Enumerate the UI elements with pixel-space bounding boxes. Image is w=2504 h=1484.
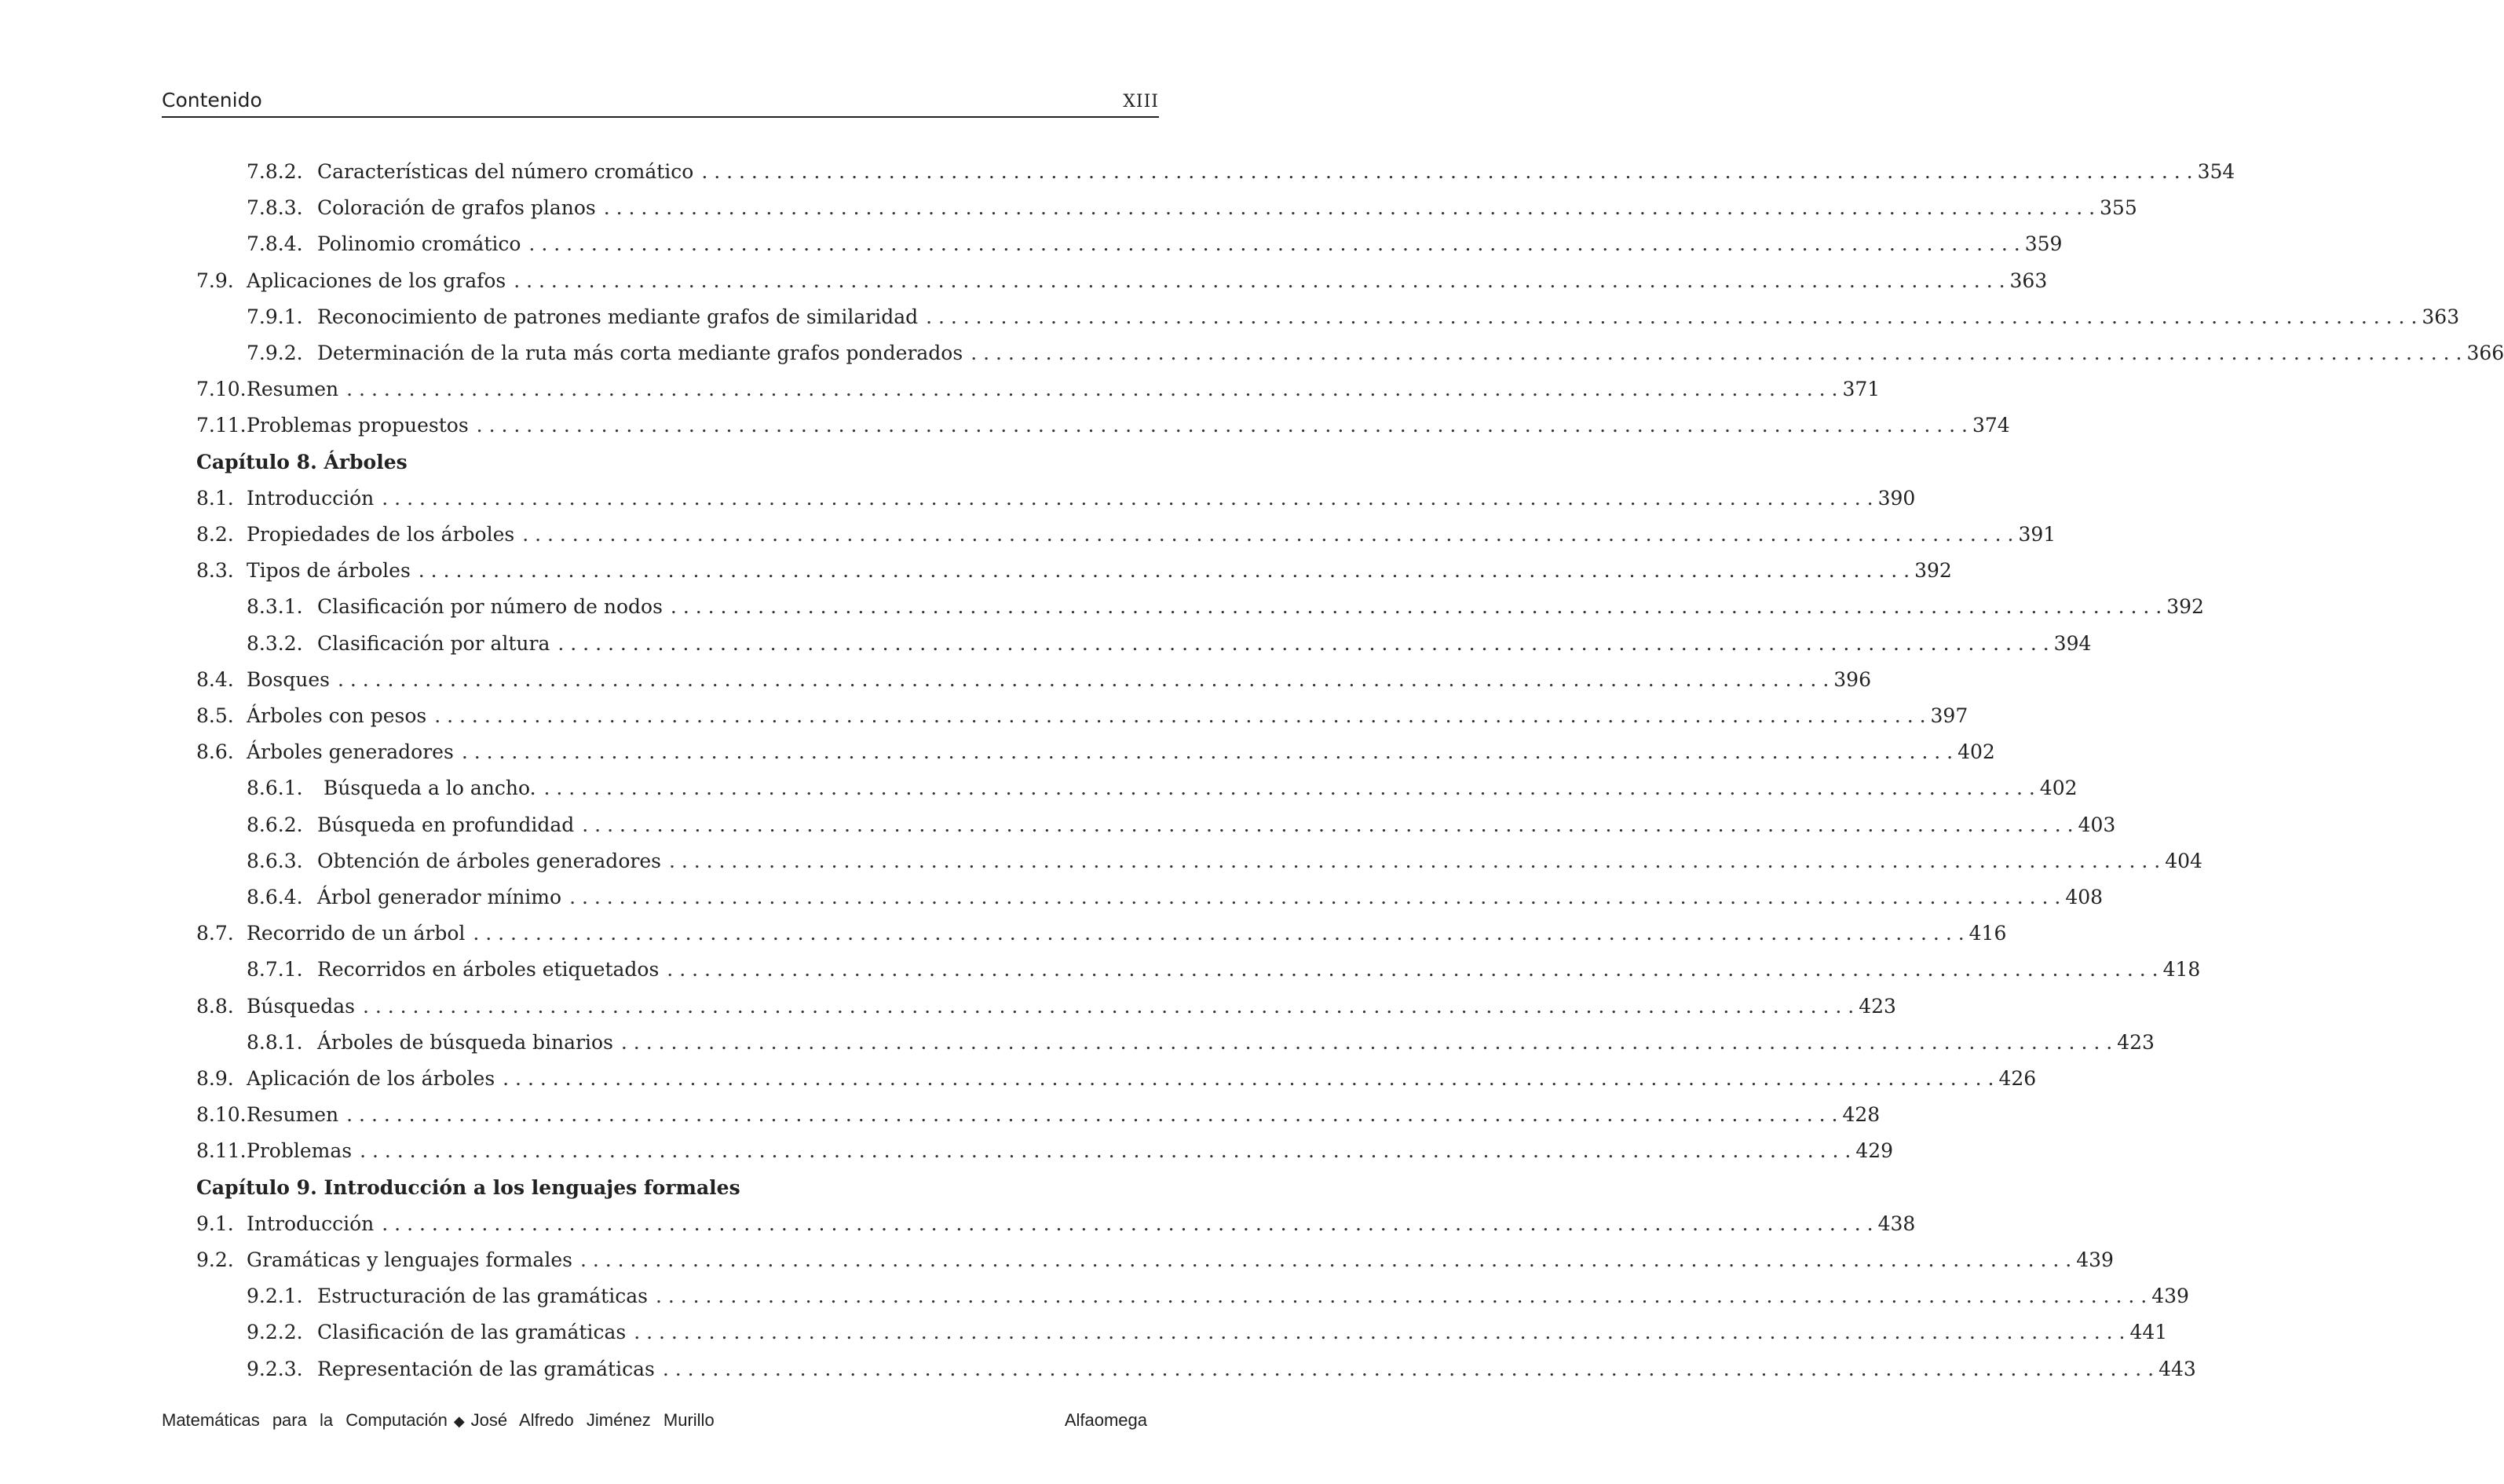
toc-title: Coloración de grafos planos (317, 196, 596, 220)
page-header (162, 85, 1159, 118)
toc-chapter-heading (196, 1176, 1159, 1208)
toc-page-number: 392 (1914, 559, 1952, 583)
toc-title: Aplicación de los árboles (247, 1067, 495, 1090)
toc-section-number: 9.2.3. (247, 1357, 303, 1380)
toc-entry[interactable] (196, 378, 1881, 409)
toc-page-number: 408 (2065, 886, 2104, 908)
toc-page-number: 429 (1855, 1139, 1894, 1163)
dot-leader: . . . . . . . . . . . . . . . . . . . . . . . . . . . . . . . . . . . . . . . . . . . . . . . . . . . . . . . . . . . . . . . . . . . . . . . . . . . . . . . . . . . . . . . . . . . . . . . . . . . . . . . . . . . . . . . . . . . . . . . . (667, 958, 2159, 981)
dot-leader: . . . . . . . . . . . . . . . . . . . . . . . . . . . . . . . . . . . . . . . . . . . . . . . . . . . . . . . . . . . . . . . . . . . . . . . . . . . . . . . . . . . . . . . . . . . . . . . . . . . . . . . . . . . . . . . . . . . . . . . . (514, 269, 2005, 292)
dot-leader: . . . . . . . . . . . . . . . . . . . . . . . . . . . . . . . . . . . . . . . . . . . . . . . . . . . . . . . . . . . . . . . . . . . . . . . . . . . . . . . . . . . . . . . . . . . . . . . . . . . . . . . . . . . . . . . . . . . . . . . . (971, 342, 2462, 364)
dot-leader: . . . . . . . . . . . . . . . . . . . . . . . . . . . . . . . . . . . . . . . . . . . . . . . . . . . . . . . . . . . . . . . . . . . . . . . . . . . . . . . . . . . . . . . . . . . . . . . . . . . . . . . . . . . . . . . . . . . . . . . . (668, 849, 2161, 872)
toc-title: Introducción (247, 1212, 375, 1235)
dot-leader: . . . . . . . . . . . . . . . . . . . . . . . . . . . . . . . . . . . . . . . . . . . . . . . . . . . . . . . . . . . . . . . . . . . . . . . . . . . . . . . . . . . . . . . . . . . . . . . . . . . . . . . . . . . . . . . . . . . . . . . . (382, 486, 1873, 510)
page-footer (162, 1410, 1147, 1438)
dot-leader: . . . . . . . . . . . . . . . . . . . . . . . . . . . . . . . . . . . . . . . . . . . . . . . . . . . . . . . . . . . . . . . . . . . . . . . . . . . . . . . . . . . . . . . . . . . . . . . . . . . . . . . . . . . . . . . . . . . . . . . . (569, 886, 2061, 908)
toc-entry[interactable] (247, 777, 2078, 808)
toc-title: Árboles con pesos (247, 704, 427, 727)
toc-entry[interactable] (196, 994, 1896, 1026)
toc-entry[interactable] (247, 631, 2092, 663)
toc-entry[interactable] (247, 160, 2235, 192)
dot-leader: . . . . . . . . . . . . . . . . . . . . . . . . . . . . . . . . . . . . . . . . . . . . . . . . . . . . . . . . . . . . . . . . . . . . . . . . . . . . . . . . . . . . . . . . . . . . . . . . . . . . . . . . . . . . . . . . . . . . . . . . (434, 704, 1926, 727)
toc-page-number: 366 (2466, 342, 2504, 364)
toc-title: Reconocimiento de patrones mediante grafos de similaridad (317, 305, 919, 328)
toc-page-number: 404 (2165, 849, 2202, 872)
toc-page-number: 394 (2053, 631, 2092, 655)
dot-leader: . . . . . . . . . . . . . . . . . . . . . . . . . . . . . . . . . . . . . . . . . . . . . . . . . . . . . . . . . . . . . . . . . . . . . . . . . . . . . . . . . . . . . . . . . . . . . . . . . . . . . . . . . . . . . . . . . . . . . . . . (337, 667, 1830, 691)
toc-page-number: 354 (2197, 160, 2235, 183)
toc-entry[interactable] (196, 1212, 1916, 1244)
toc-page-number: 396 (1833, 667, 1871, 691)
toc-entry[interactable] (196, 1067, 2037, 1098)
toc-entry[interactable] (247, 305, 2460, 337)
toc-section-number: 7.9.1. (247, 305, 303, 328)
toc-page-number: 402 (1958, 740, 1995, 764)
toc-page-number: 359 (2024, 232, 2063, 256)
toc-entry[interactable] (247, 1321, 2168, 1352)
dot-leader: . . . . . . . . . . . . . . . . . . . . . . . . . . . . . . . . . . . . . . . . . . . . . . . . . . . . . . . . . . . . . . . . . . . . . . . . . . . . . . . . . . . . . . . . . . . . . . . . . . . . . . . . . . . . . . . . . . . . . . . . (603, 196, 2096, 220)
dot-leader: . . . . . . . . . . . . . . . . . . . . . . . . . . . . . . . . . . . . . . . . . . . . . . . . . . . . . . . . . . . . . . . . . . . . . . . . . . . . . . . . . . . . . . . . . . . . . . . . . . . . . . . . . . . . . . . . . . . . . . . . (476, 414, 1968, 437)
toc-section-number: 8.3.1. (247, 595, 303, 619)
toc-title: Árbol generador mínimo (317, 886, 562, 908)
toc-chapter-heading (196, 451, 1159, 482)
toc-title: Clasificación de las gramáticas (317, 1321, 627, 1344)
toc-entry[interactable] (247, 342, 2504, 373)
dot-leader: . . . . . . . . . . . . . . . . . . . . . . . . . . . . . . . . . . . . . . . . . . . . . . . . . . . . . . . . . . . . . . . . . . . . . . . . . . . . . . . . . . . . . . . . . . . . . . . . . . . . . . . . . . . . . . . . . . . . . . . . (543, 777, 2035, 800)
running-head: Contenido (162, 89, 262, 111)
toc-section-number: 8.9. (196, 1067, 234, 1090)
dot-leader: . . . . . . . . . . . . . . . . . . . . . . . . . . . . . . . . . . . . . . . . . . . . . . . . . . . . . . . . . . . . . . . . . . . . . . . . . . . . . . . . . . . . . . . . . . . . . . . . . . . . . . . . . . . . . . . . . . . . . . . . (655, 1285, 2148, 1308)
toc-page-number: 439 (2076, 1248, 2114, 1271)
dot-leader: . . . . . . . . . . . . . . . . . . . . . . . . . . . . . . . . . . . . . . . . . . . . . . . . . . . . . . . . . . . . . . . . . . . . . . . . . . . . . . . . . . . . . . . . . . . . . . . . . . . . . . . . . . . . . . . . . . . . . . . . (528, 232, 2020, 256)
toc-page-number: 426 (1998, 1067, 2037, 1090)
toc-section-number: 7.8.4. (247, 232, 303, 256)
toc-title: Tipos de árboles (247, 559, 411, 583)
toc-section-number: 8.4. (196, 667, 234, 691)
toc-entry[interactable] (196, 414, 2010, 445)
toc-entry[interactable] (247, 595, 2204, 627)
toc-page-number: 397 (1930, 704, 1968, 727)
toc-entry[interactable] (196, 740, 1995, 772)
page-number-roman: XIII (1123, 92, 1159, 111)
toc-section-number: 8.11. (196, 1139, 247, 1163)
toc-section-number: 7.8.2. (247, 160, 303, 183)
book-title: Matemáticas para la Computación (162, 1410, 448, 1430)
toc-entry[interactable] (247, 232, 2063, 264)
toc-title: Aplicaciones de los grafos (247, 269, 506, 292)
toc-page-number: 439 (2151, 1285, 2189, 1308)
toc-title: Resumen (247, 1103, 339, 1127)
toc-page-number: 418 (2162, 958, 2201, 981)
toc-page-number: 390 (1877, 486, 1916, 510)
toc-title: Determinación de la ruta más corta mediante grafos ponderados (317, 342, 963, 364)
toc-entry[interactable] (196, 1103, 1881, 1135)
toc-entry[interactable] (196, 922, 2007, 953)
toc-title: Gramáticas y lenguajes formales (247, 1248, 572, 1271)
toc-title: Recorrido de un árbol (247, 922, 466, 945)
toc-page-number: 371 (1842, 378, 1881, 401)
toc-section-number: 8.3.2. (247, 631, 303, 655)
toc-entry[interactable] (247, 813, 2116, 845)
toc-section-number: 7.10. (196, 378, 247, 401)
toc-title: Representación de las gramáticas (317, 1357, 655, 1380)
toc-title: Árboles generadores (247, 740, 454, 764)
toc-title: Árboles de búsqueda binarios (317, 1030, 613, 1054)
toc-title: Problemas (247, 1139, 353, 1163)
toc-entry[interactable] (196, 269, 2048, 301)
toc-title: Propiedades de los árboles (247, 523, 515, 546)
toc-title: Clasificación por altura (317, 631, 550, 655)
dot-leader: . . . . . . . . . . . . . . . . . . . . . . . . . . . . . . . . . . . . . . . . . . . . . . . . . . . . . . . . . . . . . . . . . . . . . . . . . . . . . . . . . . . . . . . . . . . . . . . . . . . . . . . . . . . . . . . . . . . . . . . . (360, 1139, 1851, 1163)
toc-page-number: 355 (2100, 196, 2137, 220)
toc-page-number: 402 (2039, 777, 2078, 800)
toc-section-number: 8.2. (196, 523, 234, 546)
toc-title: Búsqueda a lo ancho. (317, 777, 536, 800)
dot-leader: . . . . . . . . . . . . . . . . . . . . . . . . . . . . . . . . . . . . . . . . . . . . . . . . . . . . . . . . . . . . . . . . . . . . . . . . . . . . . . . . . . . . . . . . . . . . . . . . . . . . . . . . . . . . . . . . . . . . . . . . (461, 740, 1954, 764)
toc-section-number: 8.7. (196, 922, 234, 945)
toc-page-number: 416 (1968, 922, 2007, 945)
toc-section-number: 8.8. (196, 994, 234, 1018)
toc-section-number: 8.7.1. (247, 958, 303, 981)
toc-page-number: 428 (1842, 1103, 1881, 1127)
toc-section-number: 7.9.2. (247, 342, 303, 364)
toc-entry[interactable] (196, 559, 1952, 590)
toc-entry[interactable] (247, 849, 2202, 881)
toc-title: Clasificación por número de nodos (317, 595, 663, 619)
toc-section-number: 8.6. (196, 740, 234, 764)
toc-section-number: 9.2. (196, 1248, 234, 1271)
toc-entry[interactable] (247, 196, 2137, 228)
toc-section-number: 8.6.2. (247, 813, 303, 836)
toc-section-number: 7.9. (196, 269, 234, 292)
dot-leader: . . . . . . . . . . . . . . . . . . . . . . . . . . . . . . . . . . . . . . . . . . . . . . . . . . . . . . . . . . . . . . . . . . . . . . . . . . . . . . . . . . . . . . . . . . . . . . . . . . . . . . . . . . . . . . . . . . . . . . . . (579, 1248, 2072, 1271)
dot-leader: . . . . . . . . . . . . . . . . . . . . . . . . . . . . . . . . . . . . . . . . . . . . . . . . . . . . . . . . . . . . . . . . . . . . . . . . . . . . . . . . . . . . . . . . . . . . . . . . . . . . . . . . . . . . . . . . . . . . . . . . (418, 559, 1910, 583)
publisher-name: Alfaomega (1064, 1410, 1147, 1430)
toc-section-number: 8.10. (196, 1103, 247, 1127)
toc-entry[interactable] (196, 486, 1916, 518)
toc-page-number: 392 (2166, 595, 2204, 619)
dot-leader: . . . . . . . . . . . . . . . . . . . . . . . . . . . . . . . . . . . . . . . . . . . . . . . . . . . . . . . . . . . . . . . . . . . . . . . . . . . . . . . . . . . . . . . . . . . . . . . . . . . . . . . . . . . . . . . . . . . . . . . . (701, 160, 2193, 183)
toc-section-number: 9.1. (196, 1212, 234, 1235)
toc-entry[interactable] (247, 886, 2104, 917)
toc-entry[interactable] (196, 1139, 1894, 1171)
toc-page-number: 438 (1877, 1212, 1916, 1235)
author-name: José Alfredo Jiménez Murillo (470, 1410, 715, 1430)
toc-title: Capítulo 9. Introducción a los lenguajes formales (196, 1175, 740, 1199)
toc-entry[interactable] (247, 1285, 2189, 1316)
dot-leader: . . . . . . . . . . . . . . . . . . . . . . . . . . . . . . . . . . . . . . . . . . . . . . . . . . . . . . . . . . . . . . . . . . . . . . . . . . . . . . . . . . . . . . . . . . . . . . . . . . . . . . . . . . . . . . . . . . . . . . . . (346, 1103, 1838, 1127)
dot-leader: . . . . . . . . . . . . . . . . . . . . . . . . . . . . . . . . . . . . . . . . . . . . . . . . . . . . . . . . . . . . . . . . . . . . . . . . . . . . . . . . . . . . . . . . . . . . . . . . . . . . . . . . . . . . . . . . . . . . . . . . (473, 922, 1965, 945)
toc-page-number: 403 (2078, 813, 2116, 836)
dot-leader: . . . . . . . . . . . . . . . . . . . . . . . . . . . . . . . . . . . . . . . . . . . . . . . . . . . . . . . . . . . . . . . . . . . . . . . . . . . . . . . . . . . . . . . . . . . . . . . . . . . . . . . . . . . . . . . . . . . . . . . . (503, 1067, 1994, 1090)
footer-credit (162, 1410, 715, 1431)
dot-leader: . . . . . . . . . . . . . . . . . . . . . . . . . . . . . . . . . . . . . . . . . . . . . . . . . . . . . . . . . . . . . . . . . . . . . . . . . . . . . . . . . . . . . . . . . . . . . . . . . . . . . . . . . . . . . . . . . . . . . . . . (926, 305, 2418, 328)
toc-section-number: 8.1. (196, 486, 234, 510)
toc-page-number: 391 (2018, 523, 2056, 546)
toc-title: Introducción (247, 486, 375, 510)
toc-section-number: 9.2.2. (247, 1321, 303, 1344)
toc-section-number: 8.5. (196, 704, 234, 727)
dot-leader: . . . . . . . . . . . . . . . . . . . . . . . . . . . . . . . . . . . . . . . . . . . . . . . . . . . . . . . . . . . . . . . . . . . . . . . . . . . . . . . . . . . . . . . . . . . . . . . . . . . . . . . . . . . . . . . . . . . . . . . . (522, 523, 2014, 546)
toc-section-number: 8.8.1. (247, 1030, 303, 1054)
toc-title: Búsquedas (247, 994, 355, 1018)
toc-page-number: 363 (2422, 305, 2460, 328)
toc-section-number: 8.6.3. (247, 849, 303, 872)
dot-leader: . . . . . . . . . . . . . . . . . . . . . . . . . . . . . . . . . . . . . . . . . . . . . . . . . . . . . . . . . . . . . . . . . . . . . . . . . . . . . . . . . . . . . . . . . . . . . . . . . . . . . . . . . . . . . . . . . . . . . . . . (634, 1321, 2126, 1344)
toc-title: Polinomio cromático (317, 232, 521, 256)
toc-title: Recorridos en árboles etiquetados (317, 958, 660, 981)
toc-title: Estructuración de las gramáticas (317, 1285, 648, 1308)
toc-title: Búsqueda en profundidad (317, 813, 575, 836)
dot-leader: . . . . . . . . . . . . . . . . . . . . . . . . . . . . . . . . . . . . . . . . . . . . . . . . . . . . . . . . . . . . . . . . . . . . . . . . . . . . . . . . . . . . . . . . . . . . . . . . . . . . . . . . . . . . . . . . . . . . . . . . (620, 1030, 2113, 1054)
toc-title: Características del número cromático (317, 160, 694, 183)
toc-section-number: 9.2.1. (247, 1285, 303, 1308)
toc-page-number: 363 (2009, 269, 2048, 292)
toc-title: Capítulo 8. Árboles (196, 450, 408, 473)
toc-entry[interactable] (196, 667, 1871, 700)
dot-leader: . . . . . . . . . . . . . . . . . . . . . . . . . . . . . . . . . . . . . . . . . . . . . . . . . . . . . . . . . . . . . . . . . . . . . . . . . . . . . . . . . . . . . . . . . . . . . . . . . . . . . . . . . . . . . . . . . . . . . . . . (557, 631, 2049, 655)
toc-section-number: 8.3. (196, 559, 234, 583)
toc-page-number: 443 (2159, 1357, 2196, 1380)
dot-leader: . . . . . . . . . . . . . . . . . . . . . . . . . . . . . . . . . . . . . . . . . . . . . . . . . . . . . . . . . . . . . . . . . . . . . . . . . . . . . . . . . . . . . . . . . . . . . . . . . . . . . . . . . . . . . . . . . . . . . . . . (346, 378, 1838, 401)
dot-leader: . . . . . . . . . . . . . . . . . . . . . . . . . . . . . . . . . . . . . . . . . . . . . . . . . . . . . . . . . . . . . . . . . . . . . . . . . . . . . . . . . . . . . . . . . . . . . . . . . . . . . . . . . . . . . . . . . . . . . . . . (662, 1357, 2155, 1380)
toc-title: Obtención de árboles generadores (317, 849, 661, 872)
dot-leader: . . . . . . . . . . . . . . . . . . . . . . . . . . . . . . . . . . . . . . . . . . . . . . . . . . . . . . . . . . . . . . . . . . . . . . . . . . . . . . . . . . . . . . . . . . . . . . . . . . . . . . . . . . . . . . . . . . . . . . . . (670, 595, 2162, 619)
toc-section-number: 7.8.3. (247, 196, 303, 220)
toc-title: Problemas propuestos (247, 414, 469, 437)
toc-entry[interactable] (247, 1357, 2196, 1389)
toc-title: Resumen (247, 378, 339, 401)
toc-section-number: 8.6.4. (247, 886, 303, 908)
toc-section-number: 7.11. (196, 414, 247, 437)
diamond-separator-icon: ◆ (453, 1413, 465, 1429)
dot-leader: . . . . . . . . . . . . . . . . . . . . . . . . . . . . . . . . . . . . . . . . . . . . . . . . . . . . . . . . . . . . . . . . . . . . . . . . . . . . . . . . . . . . . . . . . . . . . . . . . . . . . . . . . . . . . . . . . . . . . . . . (382, 1212, 1873, 1235)
toc-title: Bosques (247, 667, 330, 691)
toc-page-number: 441 (2129, 1321, 2168, 1344)
toc-page-number: 423 (1859, 994, 1896, 1018)
toc-page-number: 374 (1972, 414, 2010, 437)
toc-entry[interactable] (196, 523, 2056, 554)
toc-page-number: 423 (2117, 1030, 2155, 1054)
dot-leader: . . . . . . . . . . . . . . . . . . . . . . . . . . . . . . . . . . . . . . . . . . . . . . . . . . . . . . . . . . . . . . . . . . . . . . . . . . . . . . . . . . . . . . . . . . . . . . . . . . . . . . . . . . . . . . . . . . . . . . . . (362, 994, 1855, 1018)
toc-entry[interactable] (247, 1030, 2155, 1062)
toc-entry[interactable] (196, 1248, 2114, 1280)
dot-leader: . . . . . . . . . . . . . . . . . . . . . . . . . . . . . . . . . . . . . . . . . . . . . . . . . . . . . . . . . . . . . . . . . . . . . . . . . . . . . . . . . . . . . . . . . . . . . . . . . . . . . . . . . . . . . . . . . . . . . . . . (582, 813, 2074, 836)
toc-entry[interactable] (247, 958, 2201, 989)
toc-section-number: 8.6.1. (247, 777, 303, 800)
toc-entry[interactable] (196, 704, 1968, 736)
